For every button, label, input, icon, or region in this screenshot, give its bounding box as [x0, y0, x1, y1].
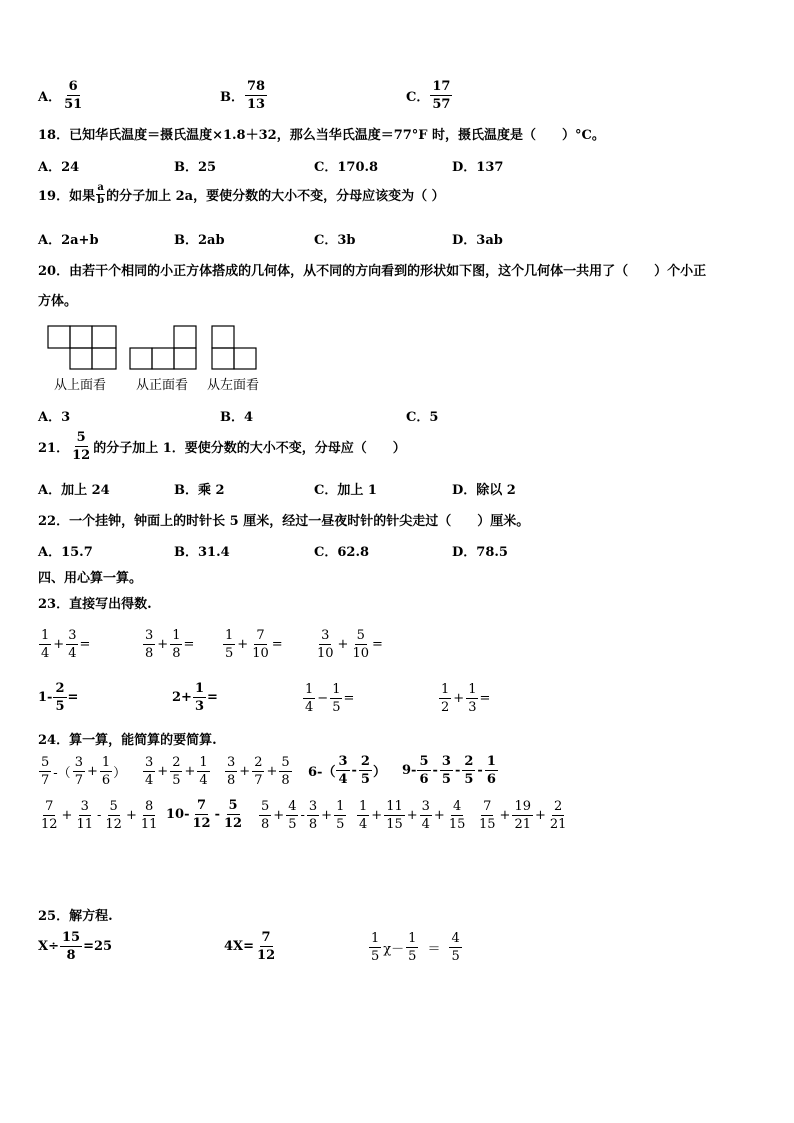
q25-stem: 25．解方程. [38, 909, 113, 924]
q19-option-a: A．2a+b [38, 233, 99, 248]
q24-expr-5: 9- $\frac{5}{6}$ - $\frac{3}{5}$ - $\frac{2}{5}$ - $\frac{1}{6}$ [402, 754, 496, 787]
q18-option-b: B．25 [174, 160, 217, 175]
q24-expr-7: 10- $\frac{7}{12}$ - $\frac{5}{12}$ [166, 798, 243, 831]
q20-option-c: C．5 [406, 410, 439, 425]
q24-expr-8: $\frac{5}{8}$ + $\frac{4}{5}$ - $\frac{3}{8}$ + $\frac{1}{5}$ [261, 799, 345, 832]
q22-option-d: D．78.5 [452, 545, 508, 560]
q24-expr-9: $\frac{1}{4}$ + $\frac{11}{15}$ + $\frac{3}{4}$ + $\frac{4}{15}$ [359, 799, 466, 832]
q20-view-label-left: 从左面看 [207, 378, 260, 393]
q17-option-b: B． $\frac{78}{13}$ [220, 79, 266, 112]
q22-stem: 22．一个挂钟，钟面上的时针长 5 厘米，经过一昼夜时针的针尖走过（ ）厘米。 [38, 514, 530, 529]
q22-option-b: B．31.4 [174, 545, 230, 560]
q19-option-b: B．2ab [174, 233, 225, 248]
q23-expr-6: 2+ $\frac{1}{3}$ = [172, 681, 218, 714]
q17-option-a: A． $\frac{6}{51}$ [38, 79, 83, 112]
q24-expr-10: $\frac{7}{15}$ + $\frac{19}{21}$ + $\frac{2}{21}$ [479, 799, 567, 832]
q22-option-c: C．62.8 [314, 545, 370, 560]
q23-expr-1: $\frac{1}{4}$ + $\frac{3}{4}$ = [41, 628, 91, 661]
q24-expr-4: 6-（ $\frac{3}{4}$ - $\frac{2}{5}$ ） [308, 754, 386, 787]
q18-option-a: A．24 [38, 160, 80, 175]
q25-equation-3: $\frac{1}{5}$ χ－ $\frac{1}{5}$ ＝ $\frac{4}{5}$ [371, 931, 460, 964]
q18-option-d: D．137 [452, 160, 504, 175]
q22-option-a: A．15.7 [38, 545, 93, 560]
q23-expr-5: 1- $\frac{2}{5}$ = [38, 681, 79, 714]
q18-stem: 18．已知华氏温度＝摄氏温度×1.8＋32，那么当华氏温度＝77°F 时，摄氏温度是（ ）°C。 [38, 128, 605, 143]
q20-view-label-top: 从上面看 [54, 378, 107, 393]
q23-expr-4: $\frac{3}{10}$ + $\frac{5}{10}$ = [317, 628, 383, 661]
q21-option-b: B．乘 2 [174, 483, 225, 498]
front-view-shape [130, 326, 196, 369]
q23-expr-7: $\frac{1}{4}$ − $\frac{1}{5}$ = [305, 682, 355, 715]
q21-option-a: A．加上 24 [38, 483, 110, 498]
q25-equation-1: X÷ $\frac{15}{8}$ =25 [38, 930, 113, 963]
q19-stem: 19．如果 $\frac{a}{b}$ 的分子加上 2a，要使分数的大小不变，分母应该变为（ ） [38, 182, 445, 206]
q24-expr-2: $\frac{3}{4}$ + $\frac{2}{5}$ + $\frac{1}{4}$ [145, 755, 208, 788]
q20-option-b: B．4 [220, 410, 254, 425]
q23-stem: 23．直接写出得数. [38, 597, 152, 612]
q24-expr-3: $\frac{3}{8}$ + $\frac{2}{7}$ + $\frac{5}{8}$ [227, 755, 290, 788]
q25-equation-2: 4X= $\frac{7}{12}$ [224, 930, 276, 963]
q24-expr-6: $\frac{7}{12}$ + $\frac{3}{11}$ - $\frac{5}{12}$ + $\frac{8}{11}$ [41, 799, 158, 832]
q24-expr-1: $\frac{5}{7}$ -（ $\frac{3}{7}$ + $\frac{1}{6}$ ） [41, 755, 127, 788]
q20-view-label-front: 从正面看 [136, 378, 189, 393]
top-view-shape [48, 326, 116, 369]
q21-option-d: D．除以 2 [452, 483, 516, 498]
q19-option-c: C．3b [314, 233, 356, 248]
q23-expr-8: $\frac{1}{2}$ + $\frac{1}{3}$ = [441, 682, 491, 715]
q20-stem-line2: 方体。 [38, 294, 78, 309]
q20-option-a: A．3 [38, 410, 71, 425]
q18-option-c: C．170.8 [314, 160, 379, 175]
q23-expr-3: $\frac{1}{5}$ + $\frac{7}{10}$ = [225, 628, 283, 661]
left-view-shape [212, 326, 256, 369]
q17-option-c: C． $\frac{17}{57}$ [406, 79, 451, 112]
q20-stem-line1: 20．由若干个相同的小正方体搭成的几何体，从不同的方向看到的形状如下图，这个几何体一共用了（ ）个小正 [38, 264, 707, 279]
q24-stem: 24．算一算，能简算的要简算. [38, 733, 217, 748]
q23-expr-2: $\frac{3}{8}$ + $\frac{1}{8}$ = [145, 628, 195, 661]
section-4-heading: 四、用心算一算。 [38, 571, 143, 586]
q21-option-c: C．加上 1 [314, 483, 377, 498]
q19-option-d: D．3ab [452, 233, 503, 248]
q21-stem: 21． $\frac{5}{12}$ 的分子加上 1．要使分数的大小不变，分母应（ ） [38, 430, 406, 463]
